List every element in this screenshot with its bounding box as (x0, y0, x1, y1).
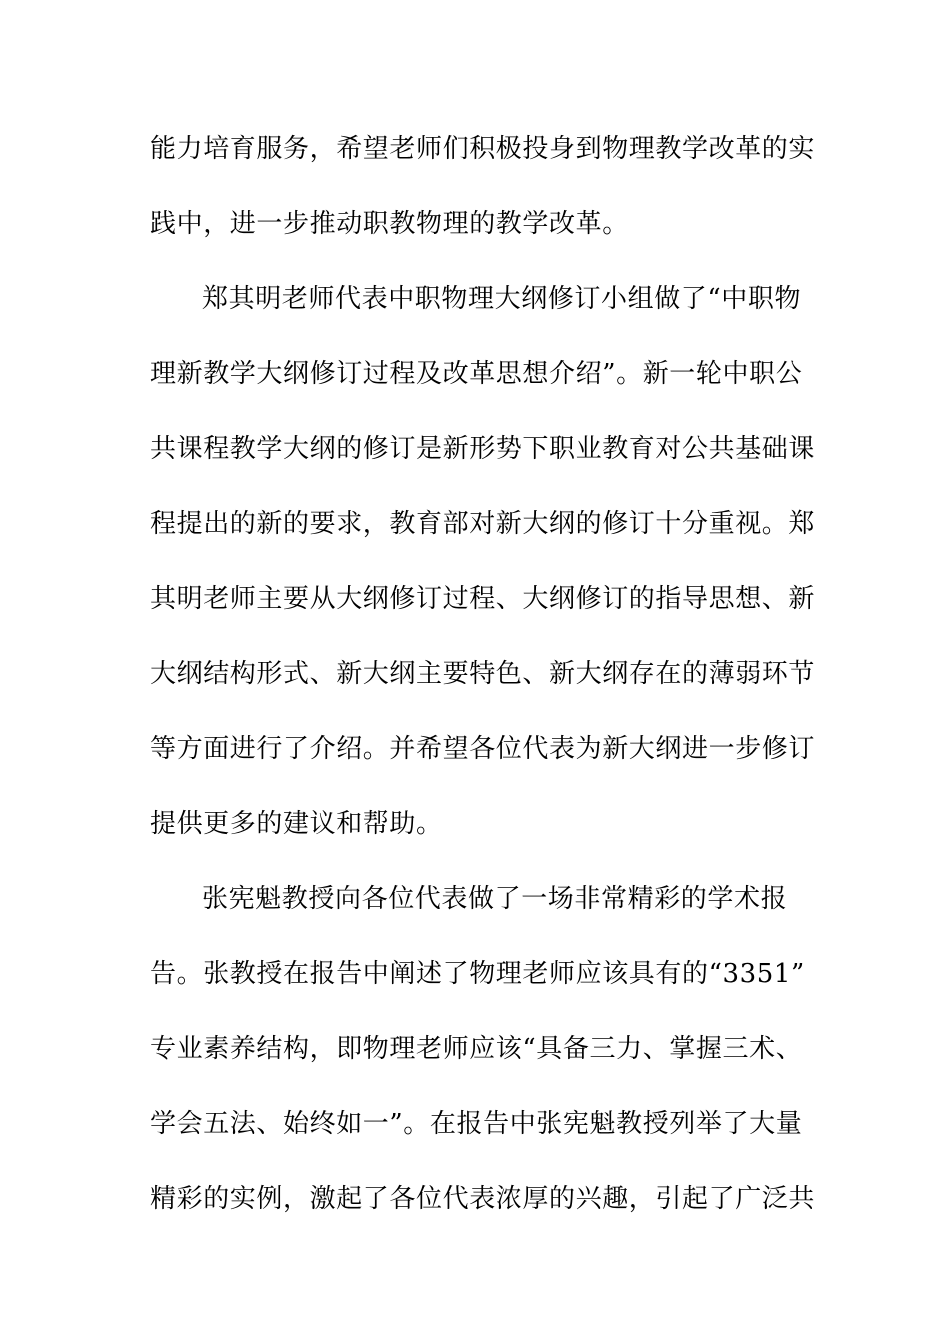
text-line: 精彩的实例，激起了各位代表浓厚的兴趣，引起了广泛共 (150, 1184, 816, 1214)
text-line: 程提出的新的要求，教育部对新大纲的修订十分重视。郑 (150, 509, 816, 539)
body-text (150, 121, 816, 1246)
text-line: 践中，进一步推动职教物理的教学改革。 (150, 209, 629, 239)
text-line: 专业素养结构，即物理老师应该“具备三力、掌握三术、 (150, 1034, 803, 1064)
text-line: 大纲结构形式、新大纲主要特色、新大纲存在的薄弱环节 (150, 659, 816, 689)
text-line: 告。张教授在报告中阐述了物理老师应该具有的“3351” (150, 959, 805, 989)
text-line: 提供更多的建议和帮助。 (150, 809, 443, 839)
text-line: 等方面进行了介绍。并希望各位代表为新大纲进一步修订 (150, 734, 816, 764)
text-line: 其明老师主要从大纲修订过程、大纲修订的指导思想、新 (150, 584, 816, 614)
text-line: 张宪魁教授向各位代表做了一场非常精彩的学术报 (202, 884, 788, 914)
text-line: 学会五法、始终如一”。在报告中张宪魁教授列举了大量 (150, 1109, 803, 1139)
text-line: 能力培育服务，希望老师们积极投身到物理教学改革的实 (150, 134, 816, 164)
text-line: 共课程教学大纲的修订是新形势下职业教育对公共基础课 (150, 434, 816, 464)
text-line: 理新教学大纲修订过程及改革思想介绍”。新一轮中职公 (150, 359, 803, 389)
text-line: 郑其明老师代表中职物理大纲修订小组做了“中职物 (202, 284, 802, 314)
